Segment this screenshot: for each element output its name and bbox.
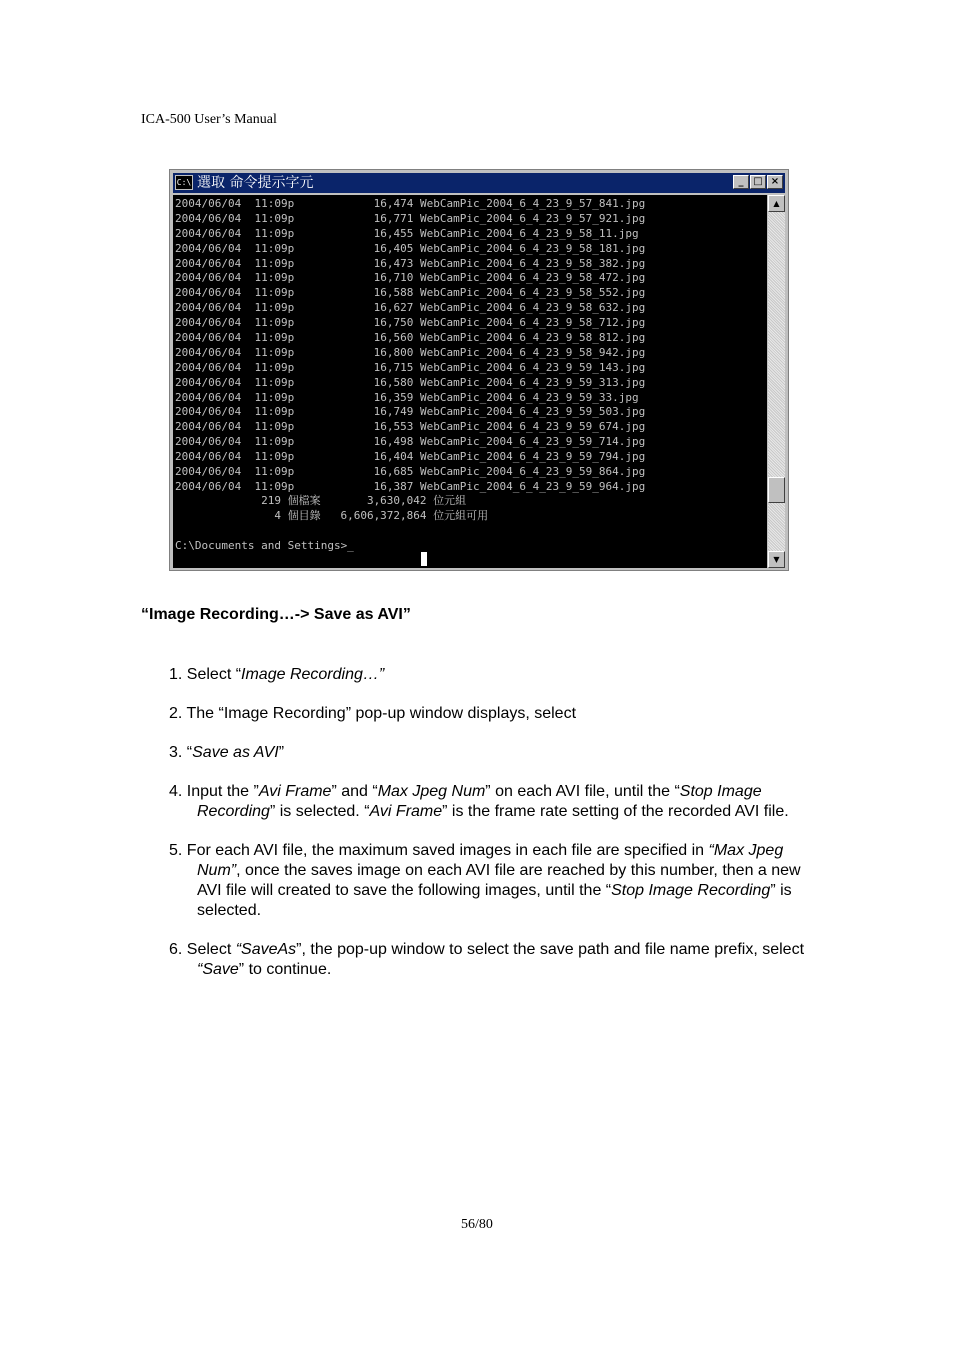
maximize-button[interactable]: □ — [750, 175, 766, 189]
scroll-thumb[interactable] — [768, 477, 785, 503]
listing-row: 2004/06/04 11:09p 16,474 WebCamPic_2004_6_4_23_9_57_841.jpg — [175, 197, 646, 210]
console-titlebar[interactable] — [173, 173, 785, 193]
summary-files: 219 個檔案 3,630,042 位元組 — [175, 494, 467, 507]
window-controls — [732, 175, 783, 189]
step-5: 5. For each AVI file, the maximum saved images in each file are specified in “Max Jpeg Num”, once the saves image on each AVI file are reached by this number, then a new AVI file will created to save the following images, until the “Stop Image Recording” is selected. — [169, 842, 801, 919]
listing-row: 2004/06/04 11:09p 16,710 WebCamPic_2004_6_4_23_9_58_472.jpg — [175, 271, 646, 285]
close-button[interactable]: × — [767, 175, 783, 189]
step-6: 6. Select “SaveAs”, the pop-up window to select the save path and file name prefix, select “Save” to continue. — [169, 941, 805, 978]
listing-row: 2004/06/04 11:09p 16,455 WebCamPic_2004_6_4_23_9_58_11.jpg — [175, 226, 639, 240]
section-heading: “Image Recording…-> Save as AVI” — [141, 606, 411, 623]
page-number: 56/80 — [461, 1217, 493, 1232]
listing-row: 2004/06/04 11:09p 16,580 WebCamPic_2004_6_4_23_9_59_313.jpg — [175, 375, 646, 389]
scroll-down-button[interactable]: ▼ — [768, 551, 785, 568]
vertical-scrollbar[interactable] — [768, 195, 785, 568]
listing-row: 2004/06/04 11:09p 16,771 WebCamPic_2004_6_4_23_9_57_921.jpg — [175, 211, 646, 225]
listing-row: 2004/06/04 11:09p 16,560 WebCamPic_2004_6_4_23_9_58_812.jpg — [175, 331, 646, 345]
listing-row: 2004/06/04 11:09p 16,473 WebCamPic_2004_6_4_23_9_58_382.jpg — [175, 256, 646, 270]
listing-row: 2004/06/04 11:09p 16,359 WebCamPic_2004_6_4_23_9_59_33.jpg — [175, 390, 639, 404]
listing-row: 2004/06/04 11:09p 16,750 WebCamPic_2004_6_4_23_9_58_712.jpg — [175, 316, 646, 330]
console-window — [169, 169, 789, 571]
step-1: 1. Select “Image Recording…” — [169, 666, 385, 683]
listing-row: 2004/06/04 11:09p 16,715 WebCamPic_2004_6_4_23_9_59_143.jpg — [175, 360, 646, 374]
listing-row: 2004/06/04 11:09p 16,405 WebCamPic_2004_6_4_23_9_58_181.jpg — [175, 241, 646, 255]
listing-row: 2004/06/04 11:09p 16,553 WebCamPic_2004_6_4_23_9_59_674.jpg — [175, 420, 646, 434]
listing-row: 2004/06/04 11:09p 16,749 WebCamPic_2004_6_4_23_9_59_503.jpg — [175, 405, 646, 419]
minimize-button[interactable]: _ — [733, 175, 749, 189]
listing-row: 2004/06/04 11:09p 16,685 WebCamPic_2004_6_4_23_9_59_864.jpg — [175, 465, 646, 479]
listing-row: 2004/06/04 11:09p 16,498 WebCamPic_2004_6_4_23_9_59_714.jpg — [175, 435, 646, 449]
console-app-icon: C:\ — [175, 175, 193, 190]
page-header: ICA-500 User’s Manual — [141, 112, 277, 127]
command-prompt: C:\Documents and Settings>_ — [175, 539, 354, 552]
summary-dirs: 4 個目錄 6,606,372,864 位元組可用 — [175, 509, 489, 522]
console-output[interactable] — [173, 195, 767, 568]
listing-row: 2004/06/04 11:09p 16,627 WebCamPic_2004_6_4_23_9_58_632.jpg — [175, 301, 646, 315]
listing-row: 2004/06/04 11:09p 16,588 WebCamPic_2004_6_4_23_9_58_552.jpg — [175, 286, 646, 300]
scroll-up-button[interactable]: ▲ — [768, 195, 785, 212]
directory-listing — [173, 197, 645, 495]
steps-list — [169, 665, 809, 999]
text-cursor — [421, 552, 427, 566]
listing-row: 2004/06/04 11:09p 16,404 WebCamPic_2004_6_4_23_9_59_794.jpg — [175, 450, 646, 464]
step-4: 4. Input the ”Avi Frame” and “Max Jpeg Num” on each AVI file, until the “Stop Image Recording” is selected. “Avi Frame” is the frame rate setting of the recorded AVI file. — [169, 783, 789, 820]
console-title: 選取 命令提示字元 — [197, 175, 314, 191]
step-3: 3. “Save as AVI” — [169, 744, 285, 761]
listing-row: 2004/06/04 11:09p 16,387 WebCamPic_2004_6_4_23_9_59_964.jpg — [175, 479, 646, 493]
listing-row: 2004/06/04 11:09p 16,800 WebCamPic_2004_6_4_23_9_58_942.jpg — [175, 345, 646, 359]
step-2: 2. The “Image Recording” pop-up window displays, select — [169, 705, 577, 722]
